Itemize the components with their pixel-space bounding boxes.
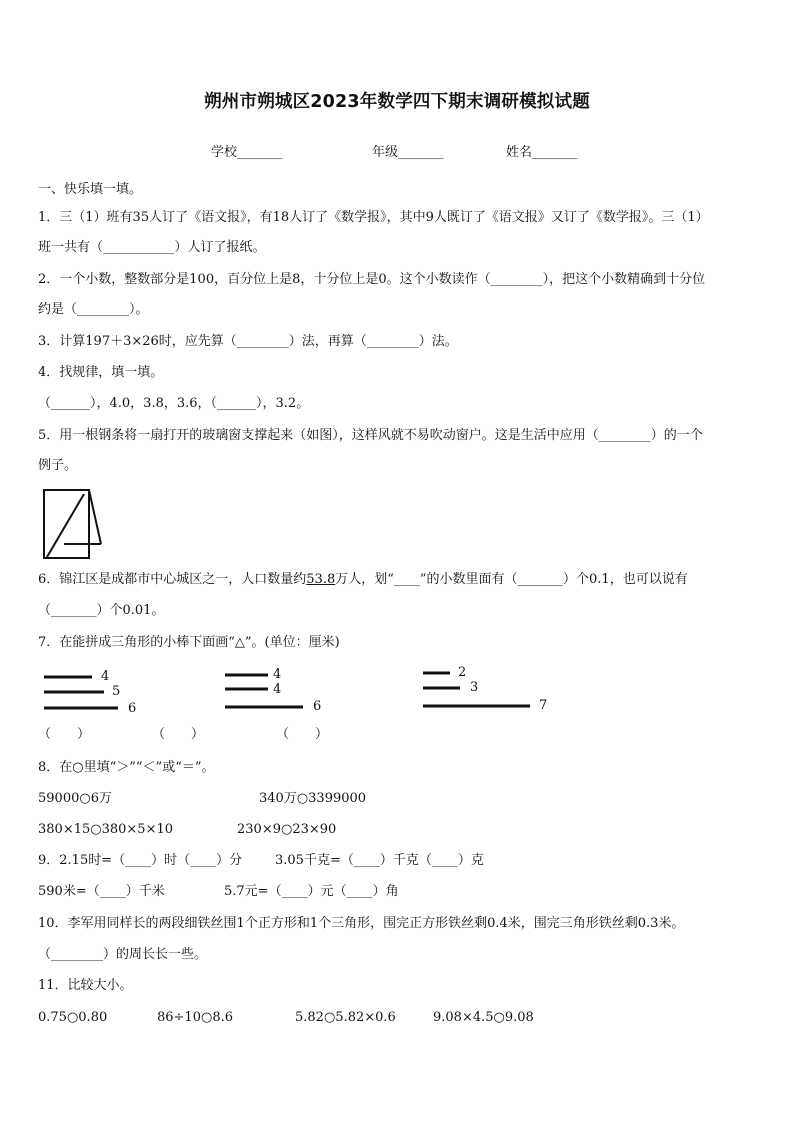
question-6-line-1 — [38, 572, 688, 588]
question-2-line-1: 2．一个小数，整数部分是100，百分位上是8，十分位上是0。这个小数读作（________），把这个小数精确到十分位 — [38, 272, 706, 287]
compare-item: 230×9○23×90 — [237, 822, 337, 837]
grade-field: 年级_______ — [372, 145, 444, 160]
section-heading: 一、快乐填一填。 — [38, 182, 143, 197]
answer-paren: （ ） — [276, 727, 329, 742]
stick-length-label: 2 — [458, 665, 467, 680]
compare-item: 9.08×4.5○9.08 — [433, 1010, 534, 1025]
compare-item: 59000○6万 — [38, 791, 112, 806]
stick-length-label: 4 — [273, 667, 282, 682]
question-1-line-2: 班一共有（___________）人订了报纸。 — [38, 240, 266, 255]
school-field: 学校_______ — [211, 145, 283, 160]
stick-length-label: 6 — [128, 701, 137, 716]
compare-item: 0.75○0.80 — [38, 1010, 108, 1025]
question-4-line-1: 4．找规律，填一填。 — [38, 365, 164, 380]
question-5-line-2: 例子。 — [38, 458, 78, 473]
question-9-item: 5.7元=（____）元（____）角 — [224, 884, 399, 899]
question-9-item: 590米=（____）千米 — [38, 884, 165, 899]
window-support-figure — [44, 490, 101, 558]
stick-length-label: 6 — [313, 699, 322, 714]
underlined-number: 53.8 — [306, 572, 336, 587]
support-rod — [47, 494, 84, 557]
compare-item: 380×15○380×5×10 — [38, 822, 174, 837]
stick-length-label: 4 — [273, 682, 282, 697]
question-7-line-1: 7．在能拼成三角形的小棒下面画“△”。(单位：厘米) — [38, 635, 340, 650]
page-title: 朔州市朔城区2023年数学四下期末调研模拟试题 — [204, 92, 590, 112]
stick-length-label: 7 — [539, 698, 548, 713]
question-6-line-2: （_______）个0.01。 — [38, 603, 165, 618]
open-pane-side — [89, 490, 101, 544]
compare-item: 5.82○5.82×0.6 — [295, 1010, 396, 1025]
question-9-item: 9．2.15时=（____）时（____）分 — [38, 853, 243, 868]
question-6-text-a: 6．锦江区是成都市中心城区之一，人口数量约 — [38, 572, 307, 587]
stick-length-label: 3 — [470, 680, 479, 695]
question-3: 3．计算197＋3×26时，应先算（________）法，再算（________）法。 — [38, 334, 458, 349]
question-8-line-1: 8．在○里填“＞”“＜”或“＝”。 — [38, 760, 215, 775]
question-4-line-2: （______），4.0，3.8，3.6，（______），3.2。 — [38, 396, 310, 411]
question-10-line-1: 10．李军用同样长的两段细铁丝围1个正方形和1个三角形，围完正方形铁丝剩0.4米，围完三角形铁丝剩0.3米。 — [38, 916, 685, 931]
question-1-line-1: 1．三（1）班有35人订了《语文报》，有18人订了《数学报》，其中9人既订了《语文报》又订了《数学报》。三（1） — [38, 210, 709, 225]
answer-paren: （ ） — [38, 727, 91, 742]
compare-item: 340万○3399000 — [259, 791, 367, 806]
question-10-line-2: （________）的周长长一些。 — [38, 947, 208, 962]
stick-length-label: 4 — [101, 669, 110, 684]
question-5-line-1: 5．用一根钢条将一扇打开的玻璃窗支撑起来（如图），这样风就不易吹动窗户。这是生活中应用（________）的一个 — [38, 428, 703, 443]
stick-length-label: 5 — [112, 684, 121, 699]
question-2-line-2: 约是（________）。 — [38, 302, 149, 317]
name-field: 姓名_______ — [506, 145, 578, 160]
question-11-line-1: 11．比较大小。 — [38, 978, 133, 993]
answer-paren: （ ） — [152, 727, 205, 742]
sticks-group-2 — [225, 675, 303, 707]
question-6-text-b: 万人，划“____”的小数里面有（_______）个0.1，也可以说有 — [335, 572, 688, 587]
question-9-item: 3.05千克=（____）千克（____）克 — [275, 853, 484, 868]
compare-item: 86÷10○8.6 — [157, 1010, 233, 1025]
